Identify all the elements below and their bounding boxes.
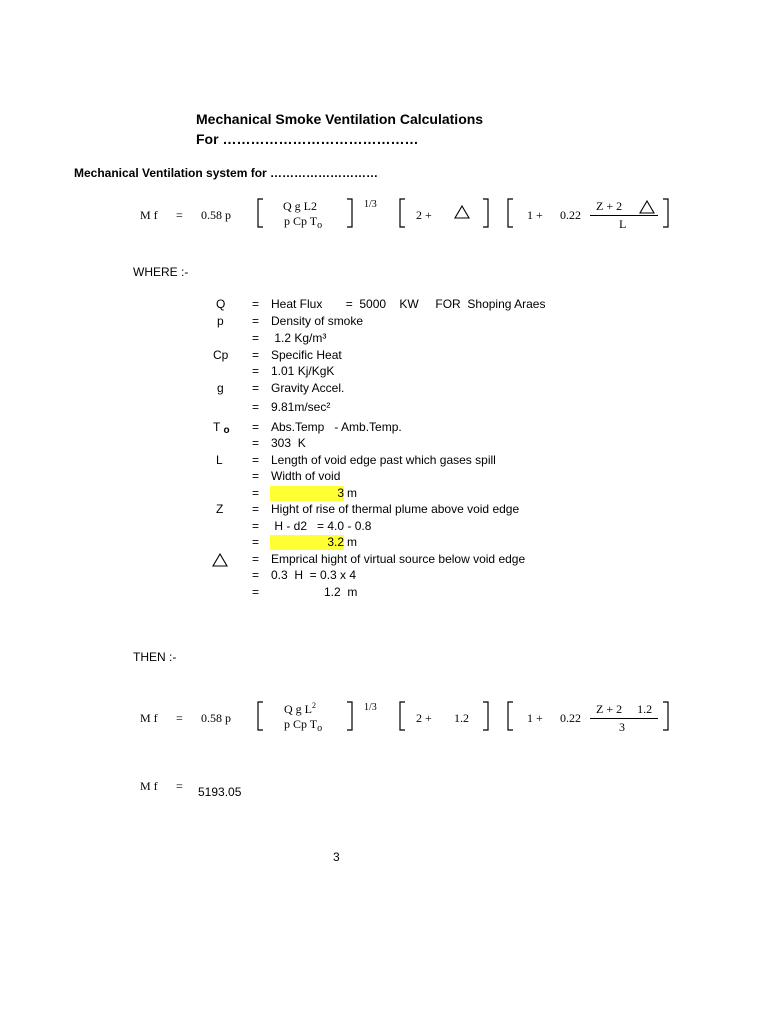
symbol-g: g	[217, 381, 224, 395]
formula-term2: 2 +	[416, 208, 432, 222]
def-width-value: 3	[270, 486, 344, 501]
def-eq: =	[252, 436, 260, 450]
fraction-numerator: Z + 2 1.2	[596, 702, 653, 716]
page-title: Mechanical Smoke Ventilation Calculations	[196, 111, 484, 127]
symbol-z: Z	[216, 502, 224, 516]
fraction-denominator: L	[619, 217, 627, 231]
bracket-left-2	[396, 196, 408, 230]
def-length: Length of void edge past which gases spill	[271, 453, 496, 467]
def-eq: =	[252, 314, 260, 328]
formula-lhs: M f	[140, 208, 158, 222]
def-eq: =	[252, 502, 260, 516]
symbol-q: Q	[216, 297, 226, 311]
bracket-left-1	[254, 699, 266, 733]
then-label: THEN :-	[133, 650, 177, 664]
symbol-to: T o	[213, 420, 230, 436]
def-density: Density of smoke	[271, 314, 364, 328]
bracket-left-3	[504, 196, 516, 230]
def-eq: =	[252, 420, 260, 434]
def-specific-heat-value: 1.01 Kj/KgK	[271, 364, 335, 378]
bracket-right-3	[660, 699, 672, 733]
fraction-denominator: 3	[619, 720, 625, 734]
page-title-for: For ……………………………………	[196, 131, 419, 147]
def-eq: =	[252, 348, 260, 362]
def-width: Width of void	[271, 469, 341, 483]
def-eq: =	[252, 585, 260, 599]
formula-numerator: Q g L2	[283, 199, 317, 213]
formula-coef: 0.58 p	[201, 208, 231, 222]
formula-numerator: Q g $L^2$	[284, 701, 316, 716]
formula-lhs: M f	[140, 711, 158, 725]
unit-m: m	[347, 486, 357, 500]
def-eq: =	[252, 297, 260, 311]
def-abs-temp: Abs.Temp - Amb.Temp.	[271, 420, 402, 434]
delta-icon	[212, 553, 228, 567]
formula-denominator: p Cp $T_o$	[284, 717, 323, 734]
bracket-left-1	[254, 196, 266, 230]
formula-exponent: 1/3	[364, 199, 377, 210]
def-eq: =	[252, 381, 260, 395]
def-gravity-value: 9.81m/sec²	[271, 400, 331, 414]
fraction-numerator: Z + 2	[596, 199, 623, 213]
formula-term2-value: 1.2	[454, 711, 469, 725]
bracket-left-2	[396, 699, 408, 733]
def-eq: =	[252, 453, 260, 467]
bracket-right-2	[480, 699, 492, 733]
def-specific-heat: Specific Heat	[271, 348, 342, 362]
section-subtitle: Mechanical Ventilation system for ………………………	[74, 166, 379, 180]
def-eq: =	[252, 535, 260, 549]
formula-denominator: p Cp $T_o$	[284, 214, 323, 231]
def-hight-rise-value: 3.2	[270, 535, 344, 550]
symbol-p: p	[217, 314, 224, 328]
where-label: WHERE :-	[133, 265, 189, 279]
def-virtual-source-calc: 0.3 H = 0.3 x 4	[271, 568, 357, 582]
formula-coef2: 0.22	[560, 711, 581, 725]
def-eq: =	[252, 552, 260, 566]
def-eq: =	[252, 400, 260, 414]
formula-exponent: 1/3	[364, 702, 377, 713]
formula-term3: 1 +	[527, 208, 543, 222]
formula-coef2: 0.22	[560, 208, 581, 222]
def-heat-flux: Heat Flux = 5000 KW FOR Shoping Araes	[271, 297, 546, 311]
fraction-bar	[590, 718, 658, 719]
bracket-left-3	[504, 699, 516, 733]
def-virtual-source-value: 1.2 m	[324, 585, 358, 599]
result-value: 5193.05	[198, 785, 242, 799]
def-hight-rise: Hight of rise of thermal plume above void edge	[271, 502, 520, 516]
def-hight-rise-calc: H - d2 = 4.0 - 0.8	[271, 519, 372, 533]
symbol-cp: Cp	[213, 348, 229, 362]
bracket-right-1	[344, 699, 356, 733]
bracket-right-1	[344, 196, 356, 230]
result-eq: =	[176, 779, 183, 793]
def-abs-temp-value: 303 K	[271, 436, 306, 450]
def-eq: =	[252, 331, 260, 345]
def-virtual-source: Emprical hight of virtual source below void edge	[271, 552, 526, 566]
fraction-bar	[590, 215, 658, 216]
formula-term2: 2 +	[416, 711, 432, 725]
def-eq: =	[252, 469, 260, 483]
def-eq: =	[252, 519, 260, 533]
unit-m: m	[347, 535, 357, 549]
page-number: 3	[333, 850, 340, 864]
formula-term3: 1 +	[527, 711, 543, 725]
def-eq: =	[252, 568, 260, 582]
result-lhs: M f	[140, 779, 158, 793]
def-eq: =	[252, 364, 260, 378]
formula-coef: 0.58 p	[201, 711, 231, 725]
def-density-value: 1.2 Kg/m³	[271, 331, 327, 345]
def-gravity: Gravity Accel.	[271, 381, 345, 395]
symbol-l: L	[216, 453, 223, 467]
delta-icon	[639, 200, 655, 214]
delta-icon	[454, 205, 470, 219]
def-eq: =	[252, 486, 260, 500]
bracket-right-3	[660, 196, 672, 230]
bracket-right-2	[480, 196, 492, 230]
formula-eq: =	[176, 711, 183, 725]
formula-eq: =	[176, 208, 183, 222]
